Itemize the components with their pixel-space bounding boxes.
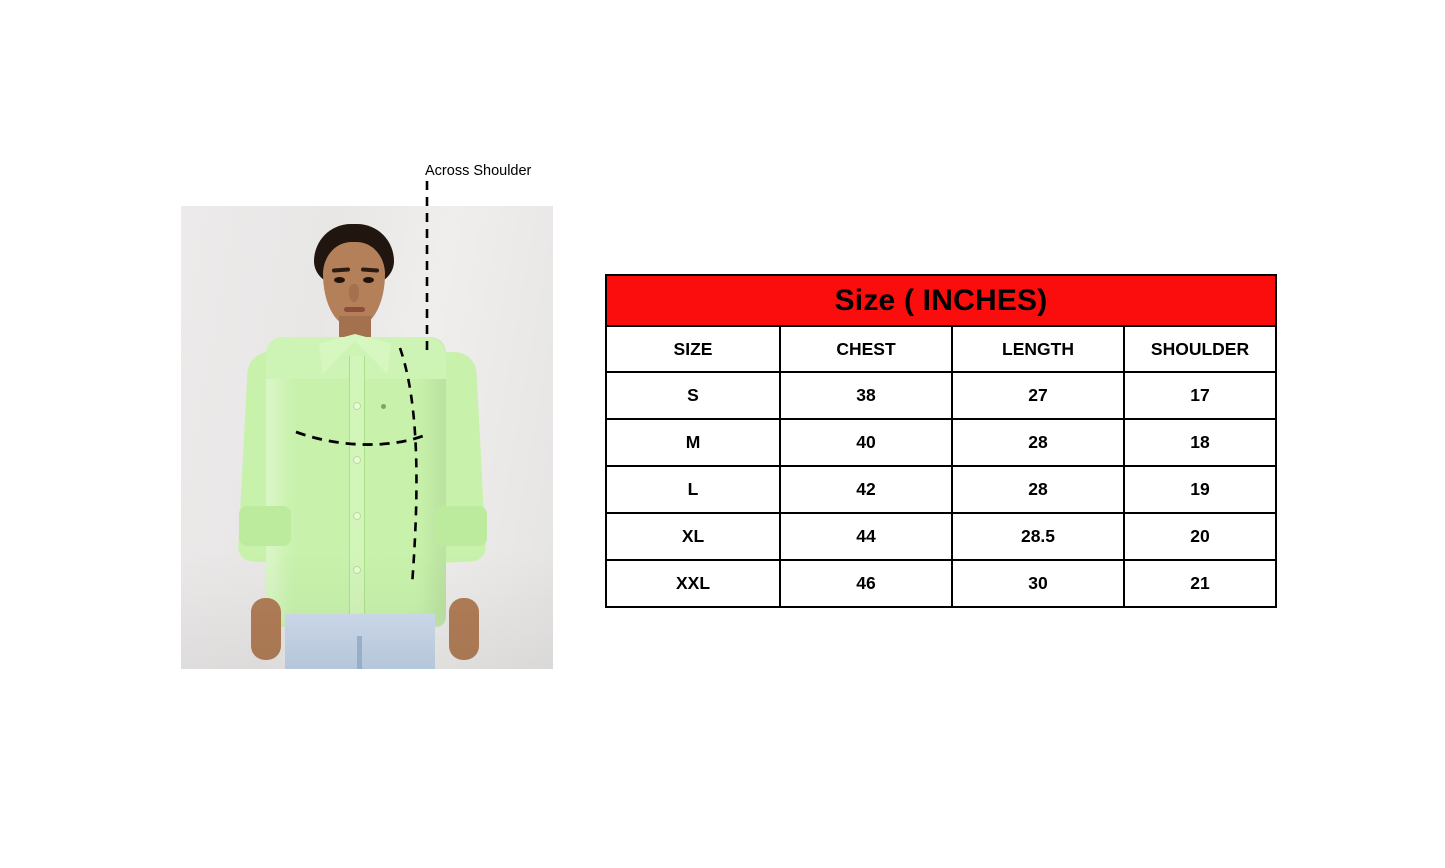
shirt-button [353,456,361,464]
size-table-title: Size ( INCHES) [606,275,1276,326]
size-table-header-row [606,326,1276,372]
cell-length: 28.5 [952,513,1124,560]
cell-chest: 40 [780,419,952,466]
table-row [606,419,1276,466]
cell-size: S [606,372,780,419]
across-shoulder-label: Across Shoulder [425,163,532,179]
cell-chest: 44 [780,513,952,560]
cell-shoulder: 21 [1124,560,1276,607]
cell-shoulder: 20 [1124,513,1276,560]
photo-floor-shadow [181,549,553,669]
table-row [606,372,1276,419]
model-eye-left [334,277,345,283]
cell-length: 28 [952,419,1124,466]
table-row [606,513,1276,560]
size-chart [605,274,1275,608]
cell-size: L [606,466,780,513]
shirt-button [353,512,361,520]
model-nose [349,284,359,302]
model-eye-right [363,277,374,283]
cell-size: XL [606,513,780,560]
cell-length: 28 [952,466,1124,513]
column-header-length: LENGTH [952,326,1124,372]
table-row [606,466,1276,513]
table-row [606,560,1276,607]
column-header-chest: CHEST [780,326,952,372]
shirt-button [353,402,361,410]
model-mouth [344,307,365,312]
cell-chest: 46 [780,560,952,607]
cell-chest: 42 [780,466,952,513]
cell-size: M [606,419,780,466]
cell-size: XXL [606,560,780,607]
product-photo [181,206,553,669]
cell-length: 27 [952,372,1124,419]
size-table [605,274,1277,608]
cell-length: 30 [952,560,1124,607]
size-table-title-row [606,275,1276,326]
shirt-pocket-detail [381,404,386,409]
column-header-size: SIZE [606,326,780,372]
cell-shoulder: 17 [1124,372,1276,419]
shirt-cuff-left [239,506,291,546]
cell-shoulder: 19 [1124,466,1276,513]
cell-chest: 38 [780,372,952,419]
cell-shoulder: 18 [1124,419,1276,466]
column-header-shoulder: SHOULDER [1124,326,1276,372]
shirt-cuff-right [435,506,487,546]
